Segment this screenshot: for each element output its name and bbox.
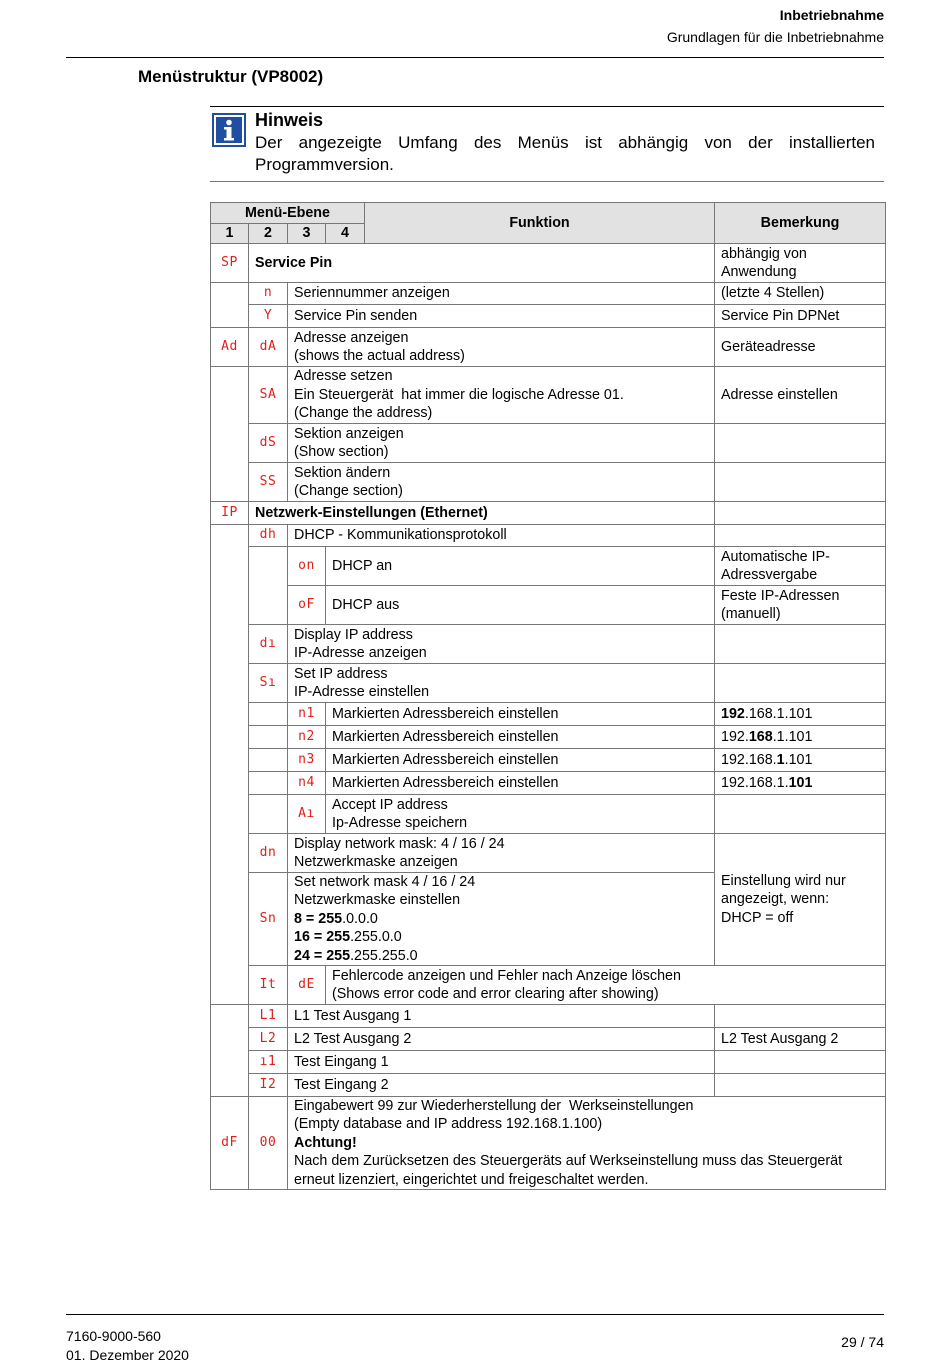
menu-code: ı1 — [249, 1051, 288, 1074]
function-cell: Display IP address IP-Adresse anzeigen — [288, 625, 715, 664]
remark-cell — [715, 1005, 886, 1028]
menu-code: dA — [249, 328, 288, 367]
menu-code: on — [288, 547, 326, 586]
remark-cell: 192.168.1.101 — [715, 749, 886, 772]
table-row — [211, 547, 886, 586]
footer-date: 01. Dezember 2020 — [66, 1347, 189, 1363]
info-icon — [212, 113, 246, 147]
menu-code: dh — [249, 525, 288, 547]
function-cell: L2 Test Ausgang 2 — [288, 1028, 715, 1051]
empty-cell — [249, 795, 288, 834]
menu-code: dF — [211, 1097, 249, 1190]
remark-cell: Service Pin DPNet — [715, 305, 886, 328]
table-row — [211, 772, 886, 795]
table-row — [211, 1005, 886, 1028]
table-row — [211, 328, 886, 367]
remark-cell: L2 Test Ausgang 2 — [715, 1028, 886, 1051]
remark-cell: 192.168.1.101 — [715, 726, 886, 749]
table-row — [211, 586, 886, 625]
level-1-header: 1 — [211, 224, 249, 244]
remark-cell: abhängig von Anwendung — [715, 244, 886, 283]
table-row — [211, 1097, 886, 1190]
header-rule — [66, 57, 884, 58]
remark-cell: Adresse einstellen — [715, 367, 886, 424]
menu-code: dı — [249, 625, 288, 664]
table-row — [211, 749, 886, 772]
table-row — [211, 795, 886, 834]
table-row — [211, 1051, 886, 1074]
remark-cell — [715, 625, 886, 664]
empty-cell — [211, 525, 249, 1005]
table-row — [211, 834, 886, 873]
empty-cell — [249, 547, 288, 625]
function-cell: Adresse anzeigen (shows the actual address) — [288, 328, 715, 367]
empty-cell — [249, 772, 288, 795]
remark-cell: 192.168.1.101 — [715, 703, 886, 726]
table-row — [211, 664, 886, 703]
menu-level-header: Menü-Ebene — [211, 203, 365, 224]
remark-cell: Einstellung wird nur angezeigt, wenn: DHCP = off — [715, 834, 886, 966]
function-cell: DHCP an — [326, 547, 715, 586]
footer-doc-number: 7160-9000-560 — [66, 1328, 161, 1344]
remark-cell: (letzte 4 Stellen) — [715, 283, 886, 305]
function-cell: Sektion ändern (Change section) — [288, 463, 715, 502]
function-cell: Markierten Adressbereich einstellen — [326, 772, 715, 795]
function-cell: Seriennummer anzeigen — [288, 283, 715, 305]
function-cell: Service Pin — [249, 244, 715, 283]
function-cell: Adresse setzen Ein Steuergerät hat immer die logische Adresse 01. (Change the address) — [288, 367, 715, 424]
remark-cell — [715, 1051, 886, 1074]
function-cell: Markierten Adressbereich einstellen — [326, 726, 715, 749]
function-cell: Markierten Adressbereich einstellen — [326, 703, 715, 726]
remark-cell — [715, 664, 886, 703]
table-row — [211, 283, 886, 305]
function-header: Funktion — [365, 203, 715, 244]
table-row — [211, 502, 886, 525]
table-header-row — [211, 203, 886, 224]
empty-cell — [211, 283, 249, 328]
empty-cell — [211, 1005, 249, 1097]
remark-cell — [715, 1074, 886, 1097]
menu-code: L1 — [249, 1005, 288, 1028]
remark-cell — [715, 424, 886, 463]
table-row — [211, 966, 886, 1005]
menu-code: n2 — [288, 726, 326, 749]
table-row — [211, 625, 886, 664]
table-row — [211, 244, 886, 283]
function-cell: Display network mask: 4 / 16 / 24 Netzwerkmaske anzeigen — [288, 834, 715, 873]
menu-code: dS — [249, 424, 288, 463]
remark-cell: Feste IP-Adressen (manuell) — [715, 586, 886, 625]
function-cell: Markierten Adressbereich einstellen — [326, 749, 715, 772]
function-cell: Eingabewert 99 zur Wiederherstellung der Werkseinstellungen (Empty database and IP address 192.168.1.100) Achtung! Nach dem Zurücksetzen des Steuergeräts auf Werkseinstellung muss das Steuergerät erneut lizenziert, eingerichtet und freigeschaltet werden. — [288, 1097, 886, 1190]
function-cell: Accept IP address Ip-Adresse speichern — [326, 795, 715, 834]
menu-code: It — [249, 966, 288, 1005]
menu-code: Ad — [211, 328, 249, 367]
menu-code: Sı — [249, 664, 288, 703]
table-row — [211, 367, 886, 424]
footer-page-number: 29 / 74 — [841, 1334, 884, 1350]
table-row — [211, 726, 886, 749]
menu-code: n1 — [288, 703, 326, 726]
table-row — [211, 424, 886, 463]
empty-cell — [249, 726, 288, 749]
footer-rule — [66, 1314, 884, 1315]
menu-code: SS — [249, 463, 288, 502]
function-cell: DHCP - Kommunikationsprotokoll — [288, 525, 715, 547]
menu-code: dE — [288, 966, 326, 1005]
level-2-header: 2 — [249, 224, 288, 244]
menu-code: oF — [288, 586, 326, 625]
menu-code: 00 — [249, 1097, 288, 1190]
remark-cell — [715, 502, 886, 525]
menu-code: Y — [249, 305, 288, 328]
menu-code: SA — [249, 367, 288, 424]
menu-structure-table — [210, 202, 886, 1190]
table-row — [211, 1028, 886, 1051]
remark-cell — [715, 463, 886, 502]
table-row — [211, 1074, 886, 1097]
empty-cell — [249, 749, 288, 772]
function-cell: Sektion anzeigen (Show section) — [288, 424, 715, 463]
table-row — [211, 463, 886, 502]
table-row — [211, 525, 886, 547]
function-cell: DHCP aus — [326, 586, 715, 625]
function-cell: Test Eingang 1 — [288, 1051, 715, 1074]
menu-code: n3 — [288, 749, 326, 772]
header-subtitle: Grundlagen für die Inbetriebnahme — [666, 29, 884, 45]
note-heading: Hinweis — [255, 110, 324, 130]
level-3-header: 3 — [288, 224, 326, 244]
note-bottom-rule — [210, 181, 884, 182]
empty-cell — [211, 367, 249, 502]
menu-code: L2 — [249, 1028, 288, 1051]
remark-cell — [715, 525, 886, 547]
function-cell: Set IP address IP-Adresse einstellen — [288, 664, 715, 703]
menu-code: dn — [249, 834, 288, 873]
table-row — [211, 305, 886, 328]
remark-header: Bemerkung — [715, 203, 886, 244]
function-cell: Test Eingang 2 — [288, 1074, 715, 1097]
level-4-header: 4 — [326, 224, 365, 244]
remark-cell — [715, 795, 886, 834]
function-cell: Netzwerk-Einstellungen (Ethernet) — [249, 502, 715, 525]
menu-code: IP — [211, 502, 249, 525]
note-top-rule — [210, 106, 884, 107]
empty-cell — [249, 703, 288, 726]
menu-code: Sn — [249, 873, 288, 966]
function-cell: Service Pin senden — [288, 305, 715, 328]
menu-code: SP — [211, 244, 249, 283]
table-row — [211, 703, 886, 726]
menu-code: n4 — [288, 772, 326, 795]
menu-code: n — [249, 283, 288, 305]
function-cell: L1 Test Ausgang 1 — [288, 1005, 715, 1028]
remark-cell: Geräteadresse — [715, 328, 886, 367]
remark-cell: 192.168.1.101 — [715, 772, 886, 795]
section-title: Menüstruktur (VP8002) — [138, 67, 324, 86]
function-cell: Fehlercode anzeigen und Fehler nach Anzeige löschen (Shows error code and error clearing after showing) — [326, 966, 886, 1005]
header-title: Inbetriebnahme — [779, 7, 884, 23]
function-cell: Set network mask 4 / 16 / 24 Netzwerkmaske einstellen 8 = 255.0.0.0 16 = 255.255.0.0 24 = 255.255.255.0 — [288, 873, 715, 966]
menu-code: Aı — [288, 795, 326, 834]
remark-cell: Automatische IP-Adressvergabe — [715, 547, 886, 586]
menu-code: I2 — [249, 1074, 288, 1097]
note-text: Der angezeigte Umfang des Menüs ist abhängig von der installierten Programmversion. — [255, 133, 875, 174]
